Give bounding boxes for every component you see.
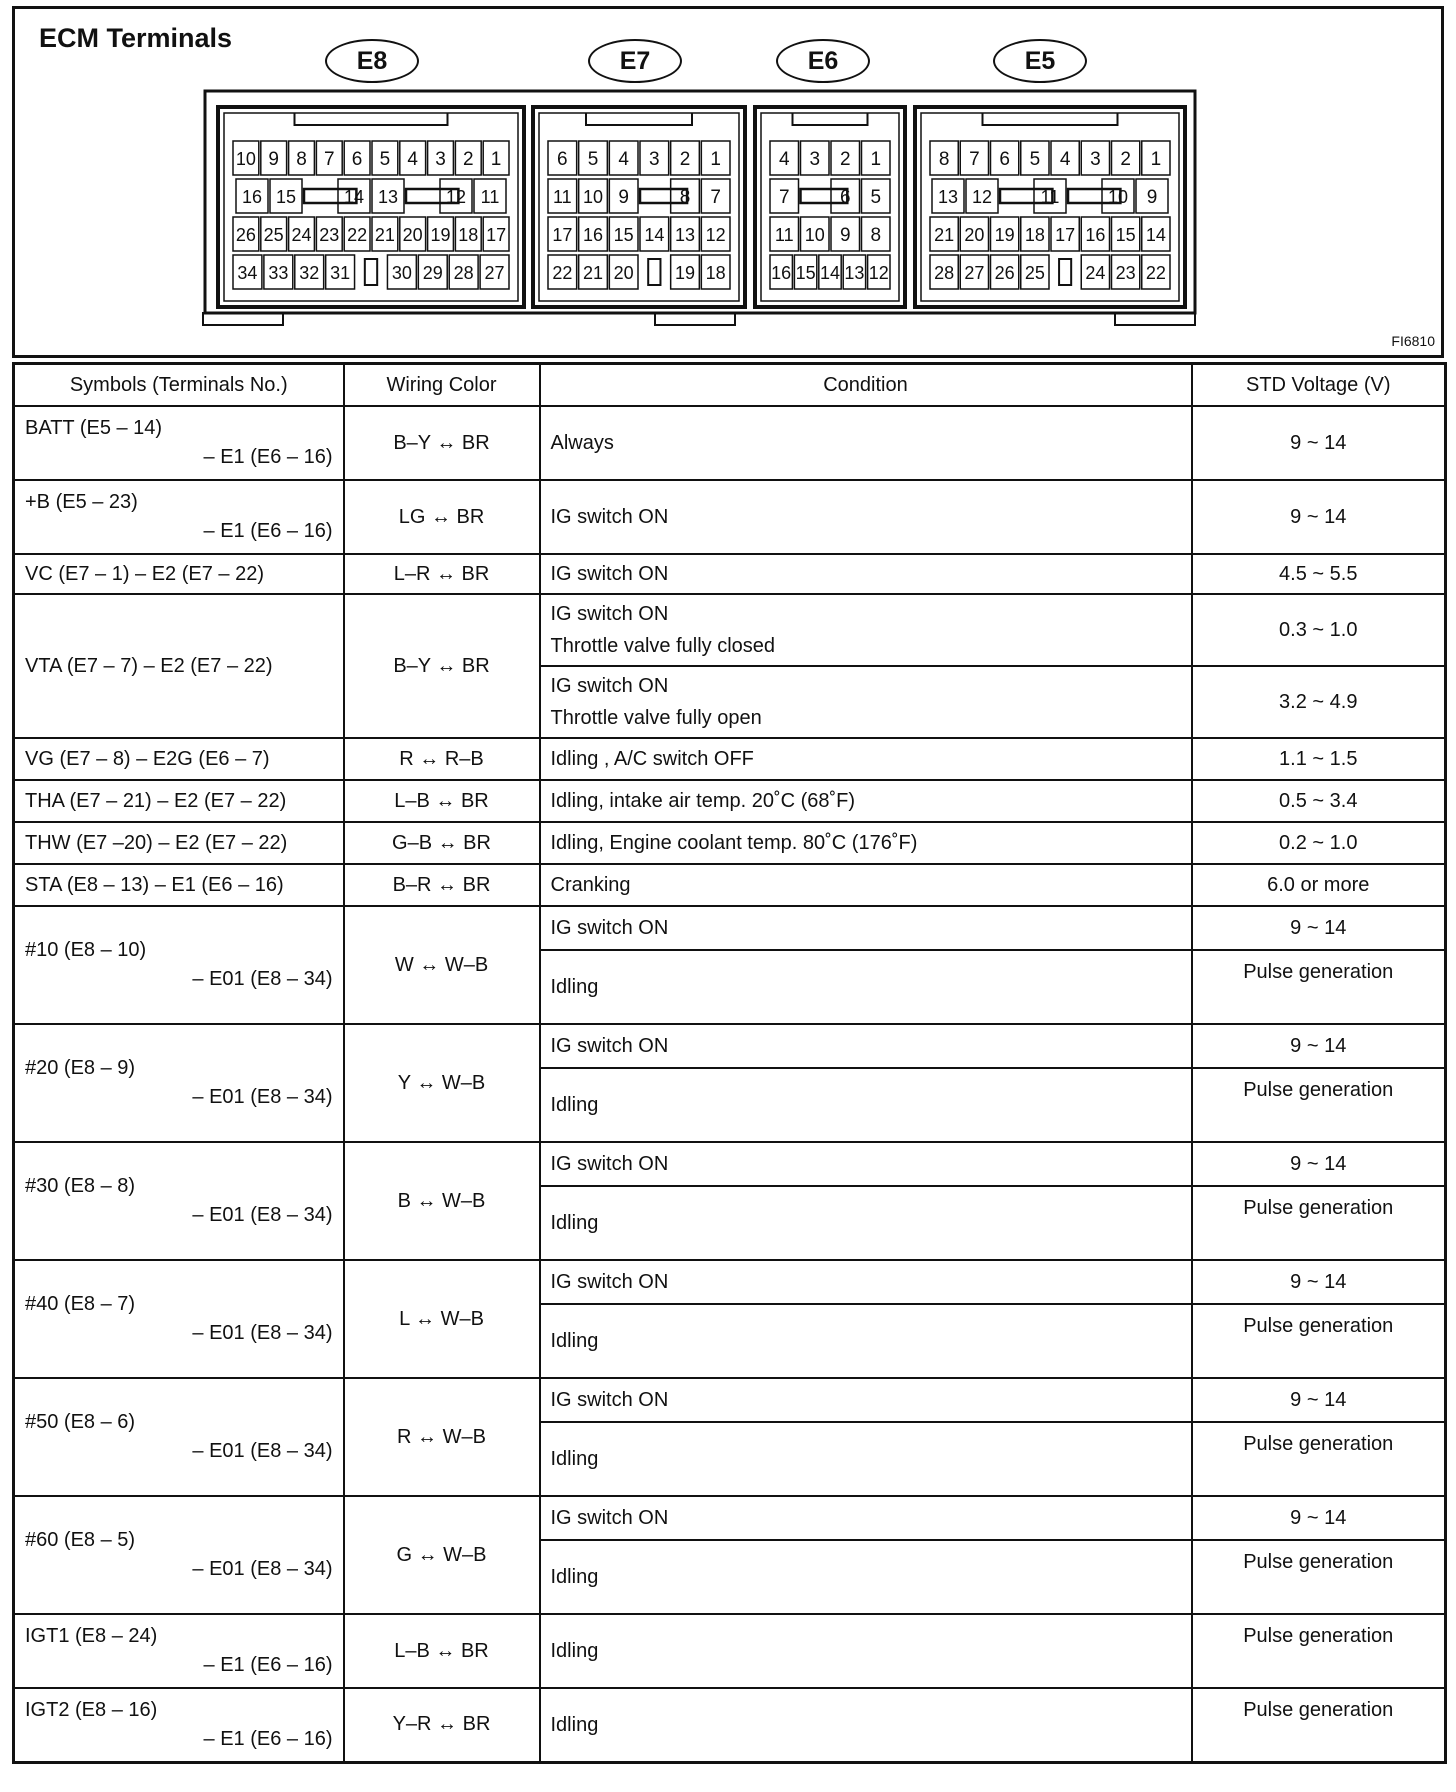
terminal-number: 33	[268, 263, 289, 283]
terminal-number: 22	[552, 263, 573, 283]
table-row	[14, 1496, 1446, 1540]
symbol-cell	[14, 1260, 344, 1378]
wiring-color-cell: B–Y ↔ BR	[344, 594, 540, 738]
condition-text: Cranking	[550, 874, 631, 896]
condition-text: IG switch ON	[550, 506, 669, 528]
terminal-number: 4	[407, 149, 418, 170]
symbol-cell	[14, 780, 344, 822]
terminal-number: 5	[379, 149, 391, 170]
terminal-number: 23	[319, 225, 340, 245]
terminal-number: 7	[324, 149, 335, 170]
std-voltage-cell: 0.3 ~ 1.0	[1192, 594, 1446, 666]
key-slot	[365, 259, 377, 285]
table-row	[14, 780, 1446, 822]
condition-text: IG switch ON	[550, 1389, 669, 1411]
condition-text: Idling	[550, 976, 599, 998]
condition-text: Idling	[550, 1640, 599, 1662]
terminal-number: 6	[557, 149, 568, 170]
terminal-number: 19	[430, 225, 451, 245]
connector-diagram	[15, 9, 1441, 355]
symbol-ground: – E1 (E6 – 16)	[203, 1654, 333, 1676]
condition-text: Idling	[550, 1330, 599, 1352]
symbol-ground: – E01 (E8 – 34)	[192, 1558, 333, 1580]
terminal-number: 8	[938, 149, 950, 170]
condition-cell	[540, 738, 1192, 780]
terminal-number: 20	[402, 225, 423, 245]
connector-housing	[915, 107, 1185, 307]
terminal-number: 4	[618, 149, 629, 170]
terminal-number: 13	[937, 187, 959, 207]
wiring-color-cell: G ↔ W–B	[344, 1496, 540, 1614]
table-header-row	[14, 364, 1446, 407]
condition-cell	[540, 780, 1192, 822]
condition-text: Idling, Engine coolant temp. 80˚C (176˚F)	[550, 832, 918, 854]
terminal-number: 26	[235, 225, 256, 245]
terminal-number: 24	[291, 225, 312, 245]
symbol-cell	[14, 822, 344, 864]
condition-text: IG switch ON	[550, 675, 669, 697]
condition-text: IG switch ON	[550, 917, 669, 939]
terminal-number: 12	[868, 263, 889, 283]
connector-latch	[983, 113, 1118, 125]
std-voltage-cell: 9 ~ 14	[1192, 906, 1446, 950]
terminal-number: 18	[705, 263, 726, 283]
std-voltage-cell: 9 ~ 14	[1192, 406, 1446, 480]
terminal-number: 11	[480, 187, 500, 207]
wiring-color-cell: B–Y ↔ BR	[344, 406, 540, 480]
condition-text: IG switch ON	[550, 603, 669, 625]
terminal-number: 21	[374, 225, 395, 245]
terminal-number: 3	[809, 149, 821, 170]
std-voltage-cell: Pulse generation	[1192, 1422, 1446, 1496]
ecm-terminal-table	[12, 362, 1447, 1764]
symbol-terminal: +B (E5 – 23)	[25, 491, 138, 513]
connector-e6	[755, 107, 905, 307]
terminal-number: 31	[330, 263, 351, 283]
terminal-number: 32	[299, 263, 320, 283]
symbol-ground: – E01 (E8 – 34)	[192, 1086, 333, 1108]
std-voltage-cell: Pulse generation	[1192, 1186, 1446, 1260]
terminal-number: 16	[771, 263, 792, 283]
symbol-cell	[14, 594, 344, 738]
header-wiring-color: Wiring Color	[344, 364, 540, 407]
terminal-number: 3	[1090, 149, 1101, 170]
wiring-color-cell: B–R ↔ BR	[344, 864, 540, 906]
wiring-color-cell: L–B ↔ BR	[344, 1614, 540, 1688]
connector-label-e7: E7	[588, 39, 682, 83]
wiring-color-cell: R ↔ R–B	[344, 738, 540, 780]
std-voltage-cell: Pulse generation	[1192, 1068, 1446, 1142]
symbol-cell	[14, 1142, 344, 1260]
condition-cell	[540, 1068, 1192, 1142]
condition-cell	[540, 1024, 1192, 1068]
wiring-color-cell: Y–R ↔ BR	[344, 1688, 540, 1762]
condition-cell	[540, 554, 1192, 594]
symbol-cell	[14, 406, 344, 480]
terminal-number: 10	[582, 187, 604, 207]
condition-text: IG switch ON	[550, 1271, 669, 1293]
symbol-cell	[14, 554, 344, 594]
symbol-ground: – E01 (E8 – 34)	[192, 968, 333, 990]
std-voltage-cell: Pulse generation	[1192, 1688, 1446, 1762]
terminal-number: 2	[839, 149, 851, 170]
condition-cell	[540, 1688, 1192, 1762]
condition-cell	[540, 1614, 1192, 1688]
symbol-terminal: #30 (E8 – 8)	[25, 1175, 136, 1197]
mount-tab	[203, 313, 283, 325]
terminal-number: 23	[1115, 263, 1136, 283]
header-symbols: Symbols (Terminals No.)	[14, 364, 344, 407]
std-voltage-cell: 9 ~ 14	[1192, 1496, 1446, 1540]
terminal-number: 28	[453, 263, 474, 283]
wiring-color-cell: G–B ↔ BR	[344, 822, 540, 864]
table-row	[14, 1614, 1446, 1688]
connector-e7	[533, 107, 745, 307]
terminal-number: 10	[804, 225, 825, 245]
terminal-number: 18	[458, 225, 479, 245]
terminal-number: 2	[1120, 149, 1131, 170]
condition-cell	[540, 822, 1192, 864]
symbol-ground: – E1 (E6 – 16)	[203, 446, 333, 468]
symbol-terminal: VG (E7 – 8) – E2G (E6 – 7)	[25, 747, 270, 770]
condition-text: IG switch ON	[550, 563, 669, 585]
terminal-number: 7	[710, 187, 721, 208]
symbol-cell	[14, 480, 344, 554]
header-condition: Condition	[540, 364, 1192, 407]
terminal-number: 16	[582, 225, 604, 245]
terminal-number: 9	[1146, 187, 1158, 208]
terminal-number: 19	[994, 225, 1015, 245]
symbol-ground: – E01 (E8 – 34)	[192, 1322, 333, 1344]
terminal-number: 6	[839, 187, 851, 208]
wiring-color-cell: B ↔ W–B	[344, 1142, 540, 1260]
symbol-cell	[14, 1024, 344, 1142]
std-voltage-cell: 0.2 ~ 1.0	[1192, 822, 1446, 864]
terminal-number: 1	[710, 149, 721, 170]
table-row	[14, 554, 1446, 594]
std-voltage-cell: 9 ~ 14	[1192, 1142, 1446, 1186]
symbol-terminal: #10 (E8 – 10)	[25, 939, 147, 961]
terminal-number: 13	[377, 187, 399, 207]
condition-cell	[540, 1422, 1192, 1496]
table-row	[14, 594, 1446, 666]
terminal-number: 6	[351, 149, 363, 170]
terminal-number: 15	[613, 225, 634, 245]
symbol-terminal: THW (E7 –20) – E2 (E7 – 22)	[25, 831, 288, 854]
symbol-cell	[14, 906, 344, 1024]
condition-cell	[540, 1304, 1192, 1378]
terminal-number: 27	[964, 263, 985, 283]
wiring-color-cell: Y ↔ W–B	[344, 1024, 540, 1142]
std-voltage-cell: 9 ~ 14	[1192, 1260, 1446, 1304]
terminal-number: 13	[674, 225, 696, 245]
terminal-number: 16	[241, 187, 263, 207]
terminal-number: 17	[552, 225, 573, 245]
symbol-cell	[14, 1614, 344, 1688]
condition-cell	[540, 1378, 1192, 1422]
symbol-cell	[14, 1378, 344, 1496]
table-row	[14, 1142, 1446, 1186]
table-row	[14, 822, 1446, 864]
std-voltage-cell: Pulse generation	[1192, 1614, 1446, 1688]
terminal-number: 7	[778, 187, 790, 208]
condition-text: Idling	[550, 1448, 599, 1470]
terminal-number: 15	[795, 263, 816, 283]
terminal-number: 28	[934, 263, 955, 283]
std-voltage-cell: 4.5 ~ 5.5	[1192, 554, 1446, 594]
symbol-terminal: THA (E7 – 21) – E2 (E7 – 22)	[25, 789, 287, 812]
symbol-terminal: IGT1 (E8 – 24)	[25, 1625, 158, 1647]
key-slot	[1059, 259, 1071, 285]
wiring-color-cell: L–B ↔ BR	[344, 780, 540, 822]
connector-latch	[793, 113, 868, 125]
std-voltage-cell: 9 ~ 14	[1192, 480, 1446, 554]
condition-cell	[540, 1186, 1192, 1260]
connector-label-e6: E6	[776, 39, 870, 83]
symbol-cell	[14, 1688, 344, 1762]
terminal-number: 12	[445, 187, 467, 207]
table-row	[14, 406, 1446, 480]
std-voltage-cell: 1.1 ~ 1.5	[1192, 738, 1446, 780]
ecm-terminal-figure	[12, 6, 1444, 358]
std-voltage-cell: Pulse generation	[1192, 1540, 1446, 1614]
symbol-terminal: #50 (E8 – 6)	[25, 1411, 136, 1433]
mount-tab	[655, 313, 735, 325]
condition-text: Idling	[550, 1094, 599, 1116]
std-voltage-cell: 9 ~ 14	[1192, 1024, 1446, 1068]
std-voltage-cell: Pulse generation	[1192, 1304, 1446, 1378]
terminal-number: 1	[490, 149, 502, 170]
terminal-number: 3	[435, 149, 446, 170]
condition-text: Throttle valve fully closed	[550, 635, 776, 657]
wiring-color-cell: L–R ↔ BR	[344, 554, 540, 594]
condition-cell	[540, 1142, 1192, 1186]
condition-cell	[540, 950, 1192, 1024]
connector-latch	[586, 113, 692, 125]
condition-cell	[540, 406, 1192, 480]
figure-code: FI6810	[1391, 333, 1435, 349]
terminal-number: 14	[1145, 225, 1166, 245]
connector-e8	[218, 107, 524, 307]
symbol-cell	[14, 1496, 344, 1614]
symbol-ground: – E1 (E6 – 16)	[203, 1727, 333, 1750]
terminal-number: 14	[644, 225, 665, 245]
terminal-number: 9	[618, 187, 629, 208]
terminal-number: 5	[870, 187, 882, 208]
figure-title: ECM Terminals	[39, 23, 233, 53]
terminal-number: 22	[347, 225, 368, 245]
header-std-voltage: STD Voltage (V)	[1192, 364, 1446, 407]
terminal-number: 8	[296, 149, 307, 170]
symbol-terminal: STA (E8 – 13) – E1 (E6 – 16)	[25, 873, 284, 896]
condition-cell	[540, 906, 1192, 950]
terminal-number: 9	[839, 225, 851, 246]
std-voltage-cell: 0.5 ~ 3.4	[1192, 780, 1446, 822]
terminal-number: 3	[649, 149, 660, 170]
table-row	[14, 1688, 1446, 1762]
condition-cell	[540, 594, 1192, 666]
symbol-ground: – E1 (E6 – 16)	[203, 520, 333, 542]
terminal-number: 13	[844, 263, 865, 283]
terminal-number: 8	[870, 225, 882, 246]
condition-cell	[540, 864, 1192, 906]
condition-cell	[540, 480, 1192, 554]
condition-text: Idling , A/C switch OFF	[550, 748, 754, 770]
condition-cell	[540, 1496, 1192, 1540]
terminal-number: 17	[486, 225, 507, 245]
terminal-number: 25	[263, 225, 284, 245]
condition-text: IG switch ON	[550, 1153, 669, 1175]
terminal-number: 24	[1085, 263, 1106, 283]
terminal-number: 6	[999, 149, 1010, 170]
symbol-cell	[14, 864, 344, 906]
terminal-number: 11	[1040, 187, 1060, 207]
terminal-number: 4	[1059, 149, 1071, 170]
terminal-number: 20	[613, 263, 634, 283]
table-row	[14, 864, 1446, 906]
condition-text: Idling	[550, 1566, 599, 1588]
terminal-number: 7	[969, 149, 980, 170]
terminal-number: 30	[391, 263, 412, 283]
terminal-number: 18	[1024, 225, 1045, 245]
condition-text: Idling, intake air temp. 20˚C (68˚F)	[550, 790, 856, 812]
connector-label-e5: E5	[993, 39, 1087, 83]
terminal-number: 9	[268, 149, 279, 170]
symbol-ground: – E01 (E8 – 34)	[192, 1204, 333, 1226]
terminal-number: 21	[934, 225, 955, 245]
table-row	[14, 1260, 1446, 1304]
table-row	[14, 480, 1446, 554]
condition-text: Idling	[550, 1212, 599, 1234]
terminal-number: 10	[235, 149, 256, 169]
symbol-cell	[14, 738, 344, 780]
terminal-number: 5	[587, 149, 599, 170]
symbol-terminal: #20 (E8 – 9)	[25, 1057, 136, 1079]
terminal-number: 1	[1150, 149, 1162, 170]
terminal-number: 25	[1024, 263, 1045, 283]
std-voltage-cell: 3.2 ~ 4.9	[1192, 666, 1446, 738]
connector-latch	[295, 113, 448, 125]
terminal-number: 14	[343, 187, 365, 207]
condition-text: Always	[550, 432, 614, 454]
terminal-number: 22	[1145, 263, 1166, 283]
wiring-color-cell: R ↔ W–B	[344, 1378, 540, 1496]
terminal-number: 11	[552, 187, 572, 207]
condition-cell	[540, 666, 1192, 738]
wiring-color-cell: L ↔ W–B	[344, 1260, 540, 1378]
condition-text: Throttle valve fully open	[550, 707, 762, 729]
terminal-number: 15	[275, 187, 297, 207]
wiring-color-cell: W ↔ W–B	[344, 906, 540, 1024]
terminal-number: 4	[778, 149, 790, 170]
symbol-ground: – E01 (E8 – 34)	[192, 1440, 333, 1462]
terminal-number: 19	[674, 263, 696, 283]
wiring-color-cell: LG ↔ BR	[344, 480, 540, 554]
table-row	[14, 906, 1446, 950]
std-voltage-cell: Pulse generation	[1192, 950, 1446, 1024]
terminal-number: 15	[1115, 225, 1136, 245]
terminal-number: 10	[1107, 187, 1129, 207]
connector-e5	[915, 107, 1185, 307]
terminal-number: 26	[994, 263, 1015, 283]
condition-cell	[540, 1260, 1192, 1304]
terminal-number: 2	[463, 149, 474, 170]
terminal-number: 1	[870, 149, 882, 170]
terminal-number: 20	[964, 225, 985, 245]
terminal-number: 8	[679, 187, 691, 208]
key-slot	[648, 259, 660, 285]
table-row	[14, 738, 1446, 780]
mount-tab	[1115, 313, 1195, 325]
terminal-number: 12	[971, 187, 993, 207]
terminal-number: 12	[705, 225, 726, 245]
symbol-terminal: #60 (E8 – 5)	[25, 1529, 136, 1551]
table-row	[14, 1024, 1446, 1068]
condition-cell	[540, 1540, 1192, 1614]
terminal-number: 34	[237, 263, 258, 283]
terminal-number: 2	[679, 149, 691, 170]
symbol-terminal: #40 (E8 – 7)	[25, 1293, 136, 1315]
symbol-terminal: BATT (E5 – 14)	[25, 417, 163, 439]
terminal-number: 14	[819, 263, 841, 283]
terminal-number: 11	[774, 225, 794, 245]
terminal-number: 5	[1029, 149, 1041, 170]
table-row	[14, 1378, 1446, 1422]
terminal-number: 29	[422, 263, 443, 283]
symbol-terminal: IGT2 (E8 – 16)	[25, 1698, 158, 1721]
terminal-number: 27	[484, 263, 505, 283]
terminal-number: 21	[582, 263, 604, 283]
symbol-terminal: VC (E7 – 1) – E2 (E7 – 22)	[25, 562, 265, 585]
terminal-number: 17	[1055, 225, 1076, 245]
condition-text: Idling	[550, 1713, 599, 1736]
terminal-number: 16	[1085, 225, 1106, 245]
condition-text: IG switch ON	[550, 1507, 669, 1529]
condition-text: IG switch ON	[550, 1035, 669, 1057]
std-voltage-cell: 9 ~ 14	[1192, 1378, 1446, 1422]
connector-label-e8: E8	[325, 39, 419, 83]
symbol-terminal: VTA (E7 – 7) – E2 (E7 – 22)	[25, 654, 273, 677]
std-voltage-cell: 6.0 or more	[1192, 864, 1446, 906]
